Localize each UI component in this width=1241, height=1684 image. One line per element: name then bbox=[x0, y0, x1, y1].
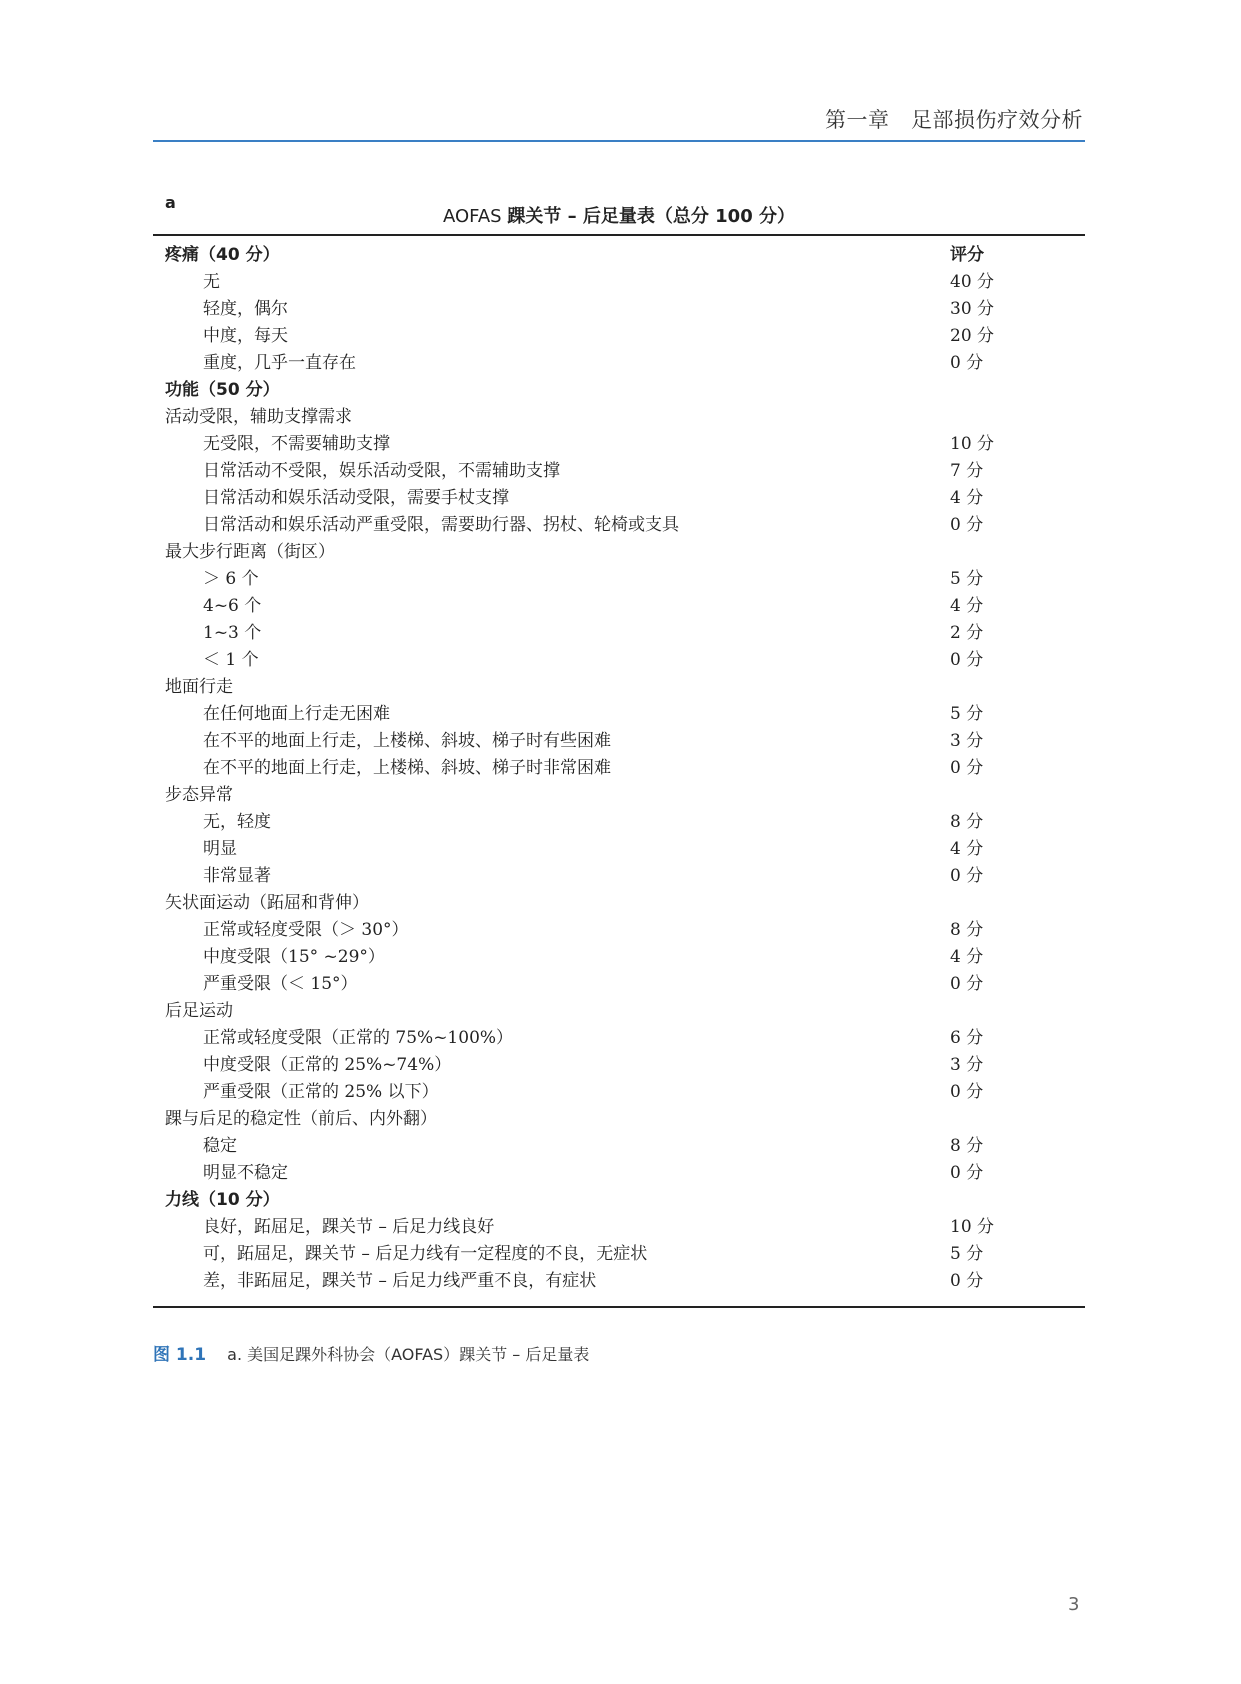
table-row bbox=[165, 296, 1015, 323]
row-score: 3 分 bbox=[950, 1055, 984, 1075]
row-label: 稳定 bbox=[203, 1136, 237, 1156]
table-row bbox=[165, 1079, 1015, 1106]
row-label: 在不平的地面上行走，上楼梯、斜坡、梯子时非常困难 bbox=[203, 758, 611, 778]
row-label: 在不平的地面上行走，上楼梯、斜坡、梯子时有些困难 bbox=[203, 731, 611, 751]
table-title bbox=[153, 202, 1085, 228]
table-row bbox=[165, 755, 1015, 782]
table-row bbox=[165, 458, 1015, 485]
section-header-row bbox=[165, 1187, 1015, 1214]
row-score: 0 分 bbox=[950, 515, 984, 535]
row-score: 5 分 bbox=[950, 704, 984, 724]
table-row bbox=[165, 728, 1015, 755]
row-label: 最大步行距离（街区） bbox=[165, 542, 335, 562]
row-label: 无受限，不需要辅助支撑 bbox=[203, 434, 390, 454]
row-score: 0 分 bbox=[950, 1163, 984, 1183]
row-label: 重度，几乎一直存在 bbox=[203, 353, 356, 373]
row-score: 0 分 bbox=[950, 1271, 984, 1291]
row-score: 0 分 bbox=[950, 650, 984, 670]
row-label: 正常或轻度受限（正常的 75%~100%） bbox=[203, 1028, 514, 1048]
table-row bbox=[165, 1160, 1015, 1187]
row-label: 明显不稳定 bbox=[203, 1163, 288, 1183]
table-row bbox=[165, 971, 1015, 998]
row-score: 3 分 bbox=[950, 731, 984, 751]
section-header-row bbox=[165, 377, 1015, 404]
table-row bbox=[165, 917, 1015, 944]
subsection-header-row bbox=[165, 782, 1015, 809]
table-row bbox=[165, 323, 1015, 350]
section-header-row bbox=[165, 242, 1015, 269]
row-label: 1~3 个 bbox=[203, 623, 262, 643]
table-row bbox=[165, 566, 1015, 593]
row-score: 4 分 bbox=[950, 947, 984, 967]
row-score: 7 分 bbox=[950, 461, 984, 481]
row-score: 30 分 bbox=[950, 299, 995, 319]
score-table bbox=[165, 242, 1015, 1295]
row-score: 40 分 bbox=[950, 272, 995, 292]
table-row bbox=[165, 431, 1015, 458]
row-score: 评分 bbox=[950, 245, 984, 265]
row-score: 8 分 bbox=[950, 812, 984, 832]
row-score: 4 分 bbox=[950, 839, 984, 859]
row-score: 8 分 bbox=[950, 1136, 984, 1156]
table-row bbox=[165, 1241, 1015, 1268]
row-label: 中度，每天 bbox=[203, 326, 288, 346]
row-label: 日常活动和娱乐活动受限，需要手杖支撑 bbox=[203, 488, 509, 508]
row-score: 0 分 bbox=[950, 1082, 984, 1102]
table-row bbox=[165, 593, 1015, 620]
table-row bbox=[165, 350, 1015, 377]
row-label: 无，轻度 bbox=[203, 812, 271, 832]
table-top-rule bbox=[153, 234, 1085, 236]
panel-letter: a bbox=[165, 193, 176, 212]
row-score: 0 分 bbox=[950, 974, 984, 994]
row-score: 4 分 bbox=[950, 596, 984, 616]
table-row bbox=[165, 620, 1015, 647]
row-score: 6 分 bbox=[950, 1028, 984, 1048]
row-label: 良好，跖屈足，踝关节 – 后足力线良好 bbox=[203, 1217, 495, 1237]
row-label: 后足运动 bbox=[165, 1001, 233, 1021]
row-label: 功能（50 分） bbox=[165, 380, 280, 400]
row-score: 8 分 bbox=[950, 920, 984, 940]
table-title-main: 踝关节 – 后足量表（总分 100 分） bbox=[507, 206, 795, 227]
row-label: 日常活动不受限，娱乐活动受限，不需辅助支撑 bbox=[203, 461, 560, 481]
figure-caption bbox=[153, 1340, 589, 1365]
row-label: 轻度，偶尔 bbox=[203, 299, 288, 319]
table-row bbox=[165, 1268, 1015, 1295]
row-label: 中度受限（正常的 25%~74%） bbox=[203, 1055, 452, 1075]
subsection-header-row bbox=[165, 539, 1015, 566]
table-row bbox=[165, 1133, 1015, 1160]
figure-label: 图 1.1 bbox=[153, 1345, 207, 1365]
row-score: 10 分 bbox=[950, 434, 995, 454]
subsection-header-row bbox=[165, 674, 1015, 701]
row-label: 活动受限，辅助支撑需求 bbox=[165, 407, 352, 427]
row-label: 差，非跖屈足，踝关节 – 后足力线严重不良，有症状 bbox=[203, 1271, 597, 1291]
page-header bbox=[153, 100, 1085, 142]
table-row bbox=[165, 1052, 1015, 1079]
page-number: 3 bbox=[1068, 1594, 1080, 1615]
row-label: 矢状面运动（跖屈和背伸） bbox=[165, 893, 369, 913]
row-score: 0 分 bbox=[950, 866, 984, 886]
row-label: 力线（10 分） bbox=[165, 1190, 280, 1210]
table-row bbox=[165, 1025, 1015, 1052]
table-row bbox=[165, 485, 1015, 512]
row-label: 踝与后足的稳定性（前后、内外翻） bbox=[165, 1109, 437, 1129]
table-row bbox=[165, 269, 1015, 296]
row-score: 0 分 bbox=[950, 758, 984, 778]
row-label: 疼痛（40 分） bbox=[165, 245, 280, 265]
row-label: 地面行走 bbox=[165, 677, 233, 697]
row-label: 明显 bbox=[203, 839, 237, 859]
table-row bbox=[165, 836, 1015, 863]
table-title-prefix: AOFAS bbox=[443, 206, 502, 227]
subsection-header-row bbox=[165, 1106, 1015, 1133]
row-score: 5 分 bbox=[950, 569, 984, 589]
row-label: 中度受限（15° ~29°） bbox=[203, 947, 385, 967]
chapter-title: 第一章 足部损伤疗效分析 bbox=[825, 108, 1083, 132]
table-row bbox=[165, 809, 1015, 836]
subsection-header-row bbox=[165, 890, 1015, 917]
row-score: 4 分 bbox=[950, 488, 984, 508]
row-label: 无 bbox=[203, 272, 220, 292]
row-label: 严重受限（正常的 25% 以下） bbox=[203, 1082, 439, 1102]
row-score: 0 分 bbox=[950, 353, 984, 373]
subsection-header-row bbox=[165, 404, 1015, 431]
row-label: 非常显著 bbox=[203, 866, 271, 886]
row-score: 2 分 bbox=[950, 623, 984, 643]
row-score: 20 分 bbox=[950, 326, 995, 346]
subsection-header-row bbox=[165, 998, 1015, 1025]
row-label: 可，跖屈足，踝关节 – 后足力线有一定程度的不良，无症状 bbox=[203, 1244, 648, 1264]
row-score: 10 分 bbox=[950, 1217, 995, 1237]
table-row bbox=[165, 701, 1015, 728]
row-label: 在任何地面上行走无困难 bbox=[203, 704, 390, 724]
table-row bbox=[165, 944, 1015, 971]
table-row bbox=[165, 647, 1015, 674]
row-score: 5 分 bbox=[950, 1244, 984, 1264]
table-row bbox=[165, 1214, 1015, 1241]
row-label: ＜ 1 个 bbox=[203, 650, 259, 670]
row-label: 正常或轻度受限（＞ 30°） bbox=[203, 920, 409, 940]
row-label: ＞ 6 个 bbox=[203, 569, 259, 589]
table-row bbox=[165, 863, 1015, 890]
table-row bbox=[165, 512, 1015, 539]
row-label: 步态异常 bbox=[165, 785, 233, 805]
figure-caption-text: a. 美国足踝外科协会（AOFAS）踝关节 – 后足量表 bbox=[227, 1345, 590, 1364]
table-bottom-rule bbox=[153, 1306, 1085, 1308]
row-label: 严重受限（＜ 15°） bbox=[203, 974, 358, 994]
row-label: 日常活动和娱乐活动严重受限，需要助行器、拐杖、轮椅或支具 bbox=[203, 515, 679, 535]
row-label: 4~6 个 bbox=[203, 596, 262, 616]
